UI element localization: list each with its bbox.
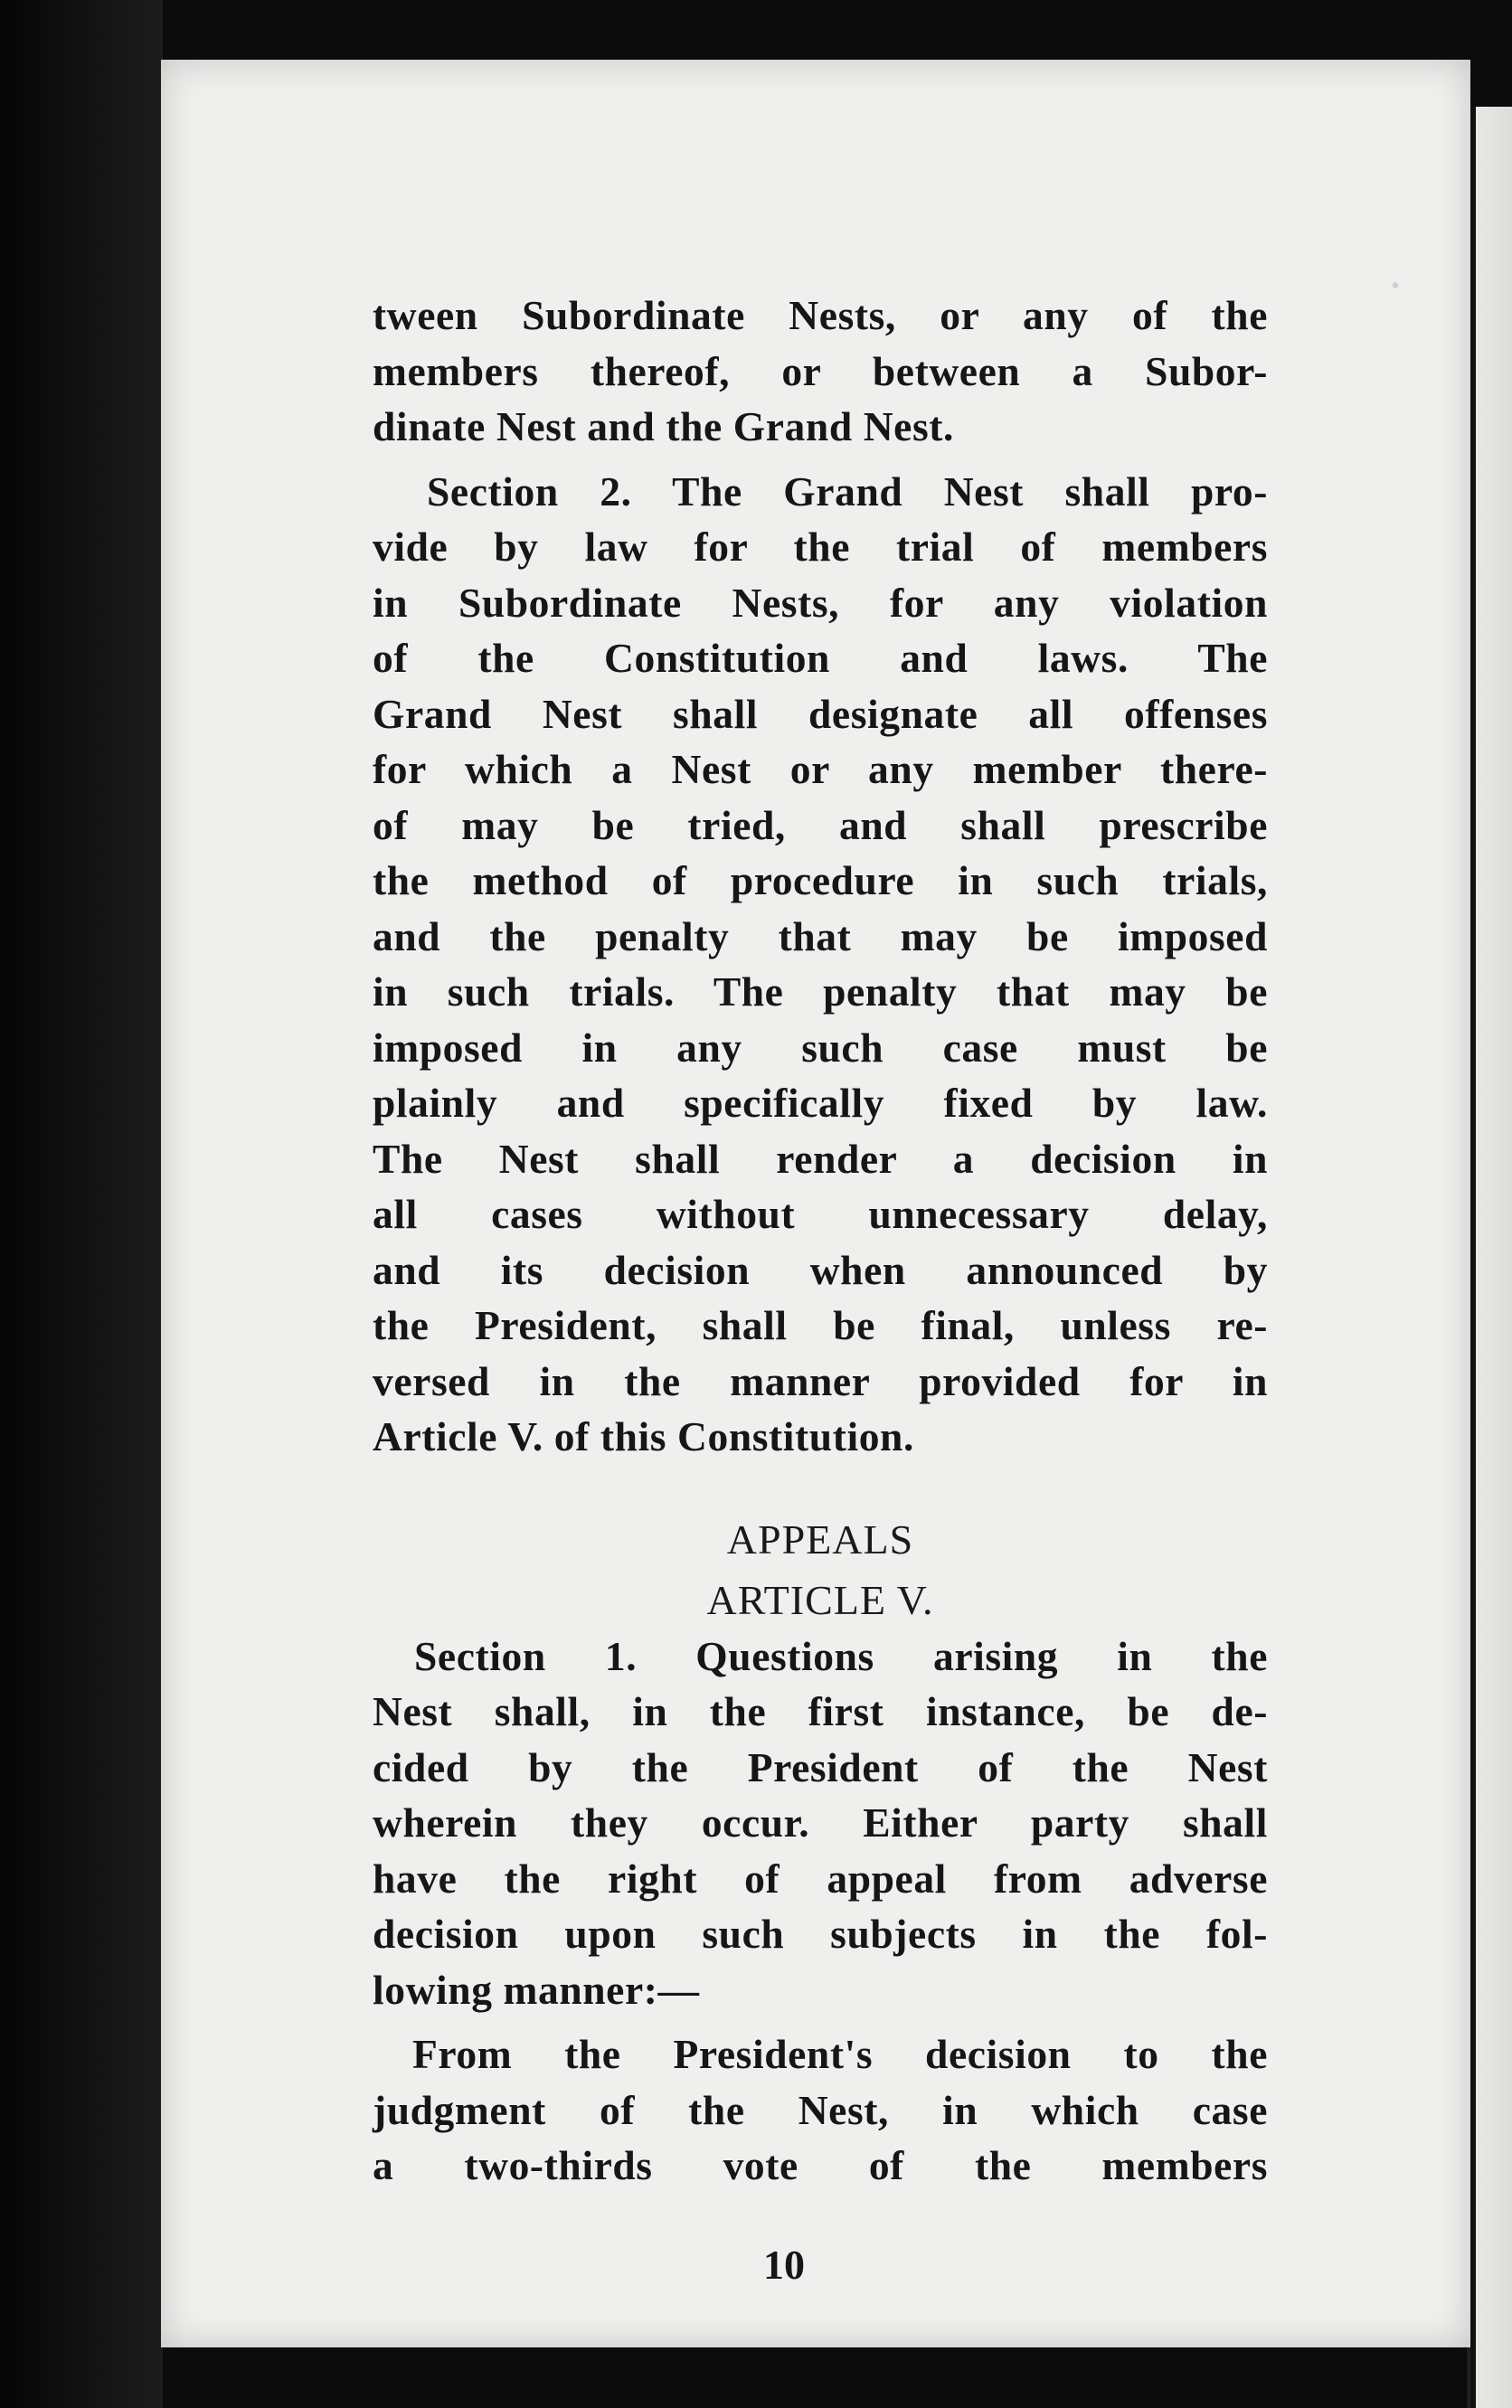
text-line: of the Constitution and laws. The: [373, 635, 1268, 681]
text-line: a two-thirds vote of the members: [373, 2142, 1268, 2188]
text-line: Section 1. Questions arising in the: [414, 1632, 1268, 1679]
text-line: cided by the President of the Nest: [373, 1743, 1268, 1790]
text-line: wherein they occur. Either party shall: [373, 1799, 1268, 1846]
text-line: judgment of the Nest, in which case: [373, 2086, 1268, 2133]
section-heading-article: ARTICLE V.: [706, 1577, 934, 1623]
text-line: The Nest shall render a decision in: [373, 1135, 1268, 1182]
text-line: versed in the manner provided for in: [373, 1357, 1268, 1404]
text-line: decision upon such subjects in the fol-: [373, 1911, 1268, 1957]
text-line: the method of procedure in such trials,: [373, 857, 1268, 903]
text-line: plainly and specifically fixed by law.: [373, 1080, 1268, 1126]
text-line: members thereof, or between a Subor-: [373, 347, 1268, 394]
text-line: the President, shall be final, unless re-: [373, 1302, 1268, 1348]
text-line: and the penalty that may be imposed: [373, 912, 1268, 959]
scan-background-left: [0, 0, 163, 2408]
body-text: [373, 288, 1268, 2194]
text-line: Grand Nest shall designate all offenses: [373, 690, 1268, 737]
page-fold-shadow: [1470, 107, 1476, 2408]
text-line: for which a Nest or any member there-: [373, 746, 1268, 792]
section-heading-appeals: APPEALS: [726, 1516, 914, 1563]
text-line: have the right of appeal from adverse: [373, 1855, 1268, 1902]
text-line: and its decision when announced by: [373, 1246, 1268, 1293]
text-line: in Subordinate Nests, for any violation: [373, 579, 1268, 626]
text-line: of may be tried, and shall prescribe: [373, 801, 1268, 848]
text-line: tween Subordinate Nests, or any of the: [373, 292, 1268, 338]
text-line: all cases without unnecessary delay,: [373, 1191, 1268, 1237]
text-line: From the President's decision to the: [412, 2031, 1268, 2077]
dust-speck: [1393, 282, 1398, 288]
text-line: dinate Nest and the Grand Nest.: [373, 403, 954, 449]
text-line: Nest shall, in the first instance, be de-: [373, 1688, 1268, 1734]
text-line: Article V. of this Constitution.: [373, 1413, 914, 1459]
text-line: vide by law for the trial of members: [373, 524, 1268, 570]
text-line: in such trials. The penalty that may be: [373, 968, 1268, 1015]
page-number: 10: [763, 2242, 805, 2288]
text-line: lowing manner:—: [373, 1966, 700, 2013]
text-line: imposed in any such case must be: [373, 1024, 1268, 1071]
text-line: Section 2. The Grand Nest shall pro-: [427, 467, 1268, 515]
